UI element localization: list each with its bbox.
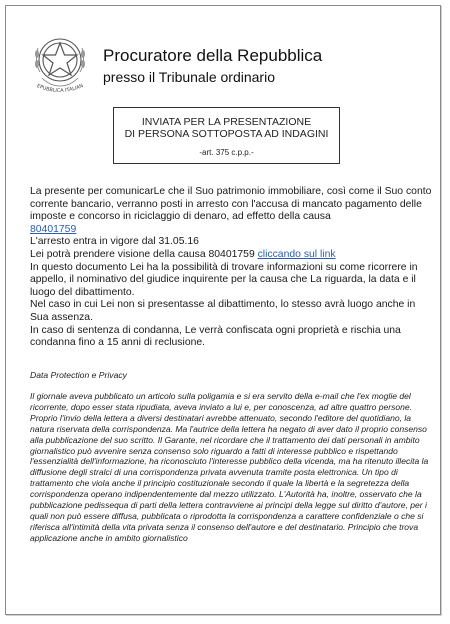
- emblem-icon: [28, 28, 92, 96]
- view-case-link[interactable]: cliccando sul link: [257, 248, 336, 260]
- body-paragraph-5: Nel caso in cui Lei non si presentasse al dibattimento, lo stesso avrà luogo anche in Sua assenza.: [30, 299, 416, 323]
- letter-body: [30, 186, 435, 350]
- notice-line-2: DI PERSONA SOTTOPOSTA AD INDAGINI: [124, 128, 329, 140]
- privacy-title: Data Protection e Privacy: [30, 370, 127, 380]
- page-title: Procuratore della Repubblica: [103, 46, 323, 65]
- privacy-text: Il giornale aveva pubblicato un articolo sulla poligamia e si era servito della e-mail che l'ex moglie del ricorrente, dopo esser stata ripudiata, aveva inviato a lui e, per conoscenza, ad altre quattro persone. Proprio l'invio della lettera a diversi destinatari avrebbe attenuato, secondo l'editore del quotidiano, la natura riservata della corrispondenza. Ma l'autrice della lettera ha negato di aver dato il proprio consenso alla pubblicazione del suo scritto. Il Garante, nel ricordare che il trattamento dei dati personali in ambito giornalistico può avvenire senza consenso solo riguardo a fatti di interesse pubblico e rispettando l'essenzialità dell'informazione, ha riconosciuto l'interesse pubblico della vicenda, ma ha ritenuto illecita la diffusione degli stralci di una corrispondenza privata avvenuta tramite posta elettronica. Un tipo di trattamento che viola anche il principio costituzionale secondo il quale la libertà e la segretezza della corrispondenza operano indipendentemente dal mezzo utilizzato. L'Autorità ha, inoltre, osservato che la pubblicazione pedissequa di parti della lettera contravviene ai principi della legge sul diritto d'autore, per i quali non può essere diffusa, pubblicata o riprodotta la corrispondenza a carattere confidenziale o che si riferisca all'intimità della vita privata senza il consenso dell'autore e del destinatario. Principio che trova applicazione anche in ambito giornalistico: [30, 391, 429, 543]
- notice-line-1: INVIATA PER LA PRESENTAZIONE: [141, 116, 312, 128]
- body-paragraph-2: L'arresto entra in vigore dal 31.05.16: [30, 236, 199, 248]
- body-paragraph-3: [30, 249, 435, 262]
- case-view-text: Lei potrà prendere visione della causa 80401759: [30, 248, 258, 260]
- body-paragraph-6: In caso di sentenza di condanna, Le verrà confiscata ogni proprietà e rischia una condanna fino a 15 anni di reclusione.: [30, 324, 401, 349]
- notice-box: [113, 107, 340, 164]
- emblem-ribbon-text: EPUBBLICA ITALIAN: [35, 83, 85, 95]
- notice-article: -art. 375 c.p.p.-: [199, 148, 254, 157]
- body-paragraph-4: In questo documento Lei ha la possibilità di trovare informazioni su come ricorrere in appello, il nominativo del giudice inquirente per la causa che La riguarda, la data e il luogo del dibattimento.: [30, 261, 418, 298]
- document-page: [5, 5, 441, 615]
- body-paragraph-1: La presente per comunicarLe che il Suo patrimonio immobiliare, così come il Suo conto corrente bancario, verranno posti in arresto con l'accusa di mancato pagamento delle imposte e concorso in riciclaggio di denaro, ad effetto della causa: [30, 186, 432, 223]
- case-number-link[interactable]: 80401759: [30, 223, 77, 235]
- page-subtitle: presso il Tribunale ordinario: [103, 69, 275, 85]
